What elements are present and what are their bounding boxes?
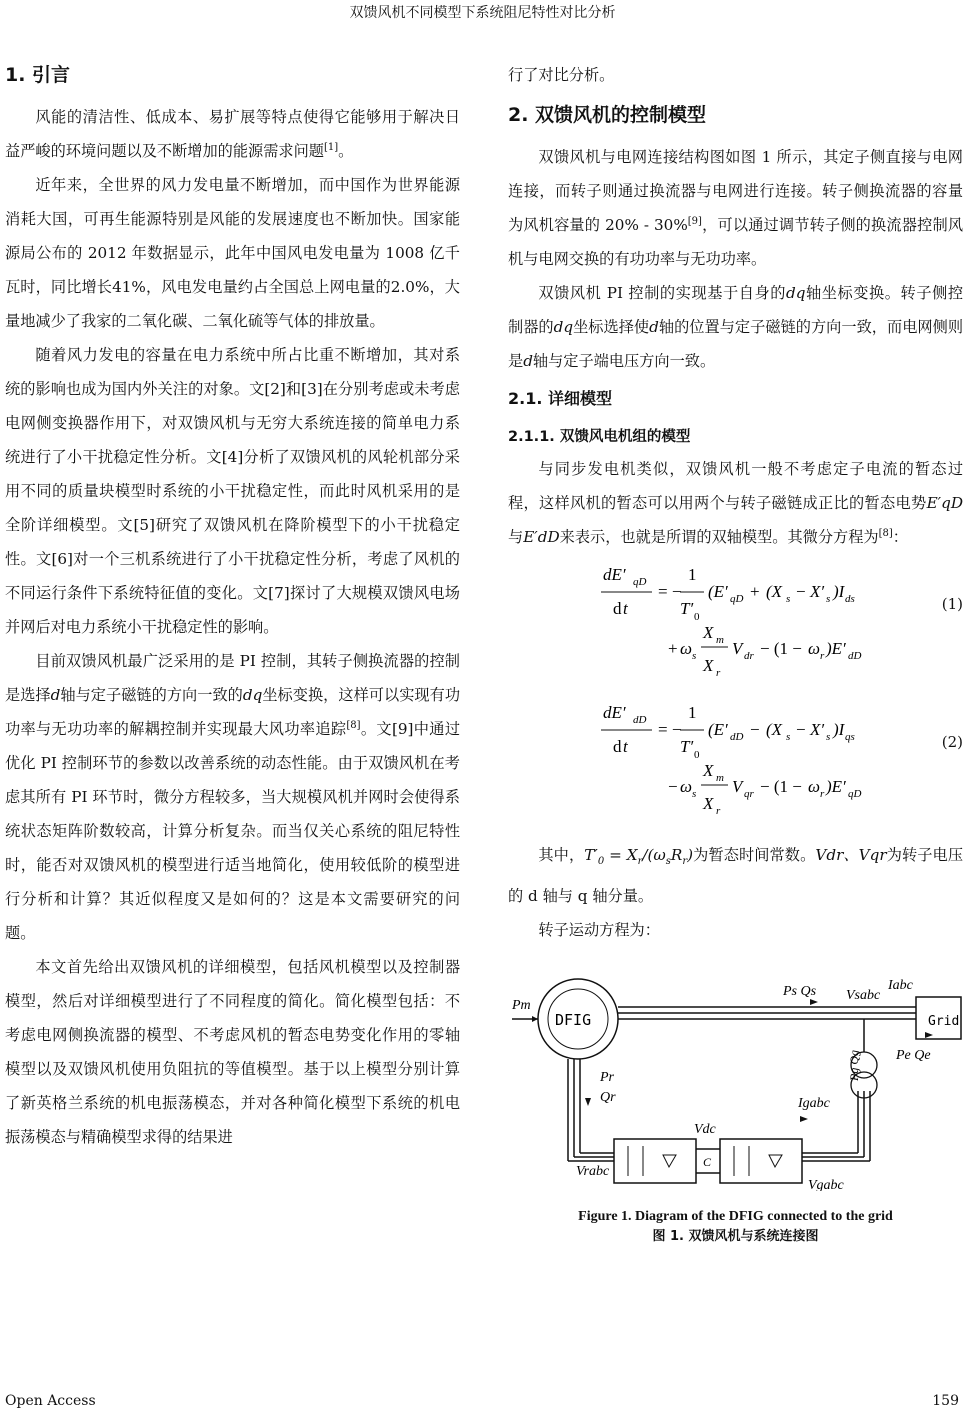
svg-text:s: s	[826, 593, 831, 605]
figure-caption-zh: 图 1. 双馈风机与系统连接图	[652, 1229, 819, 1245]
svg-text:0: 0	[694, 611, 700, 623]
left-column	[5, 58, 460, 1154]
svg-text:− (1 −: − (1 −	[760, 639, 802, 658]
paragraph-continued: 行了对比分析。	[508, 66, 615, 84]
paragraph: 其中，$T'_0 = X_r/(\omega_sR_r)$为暂态时间常数。Vdr、Vqr为转子电压的 d 轴与 q 轴分量。	[508, 846, 964, 906]
page-number: 159	[932, 1393, 959, 1409]
svg-text:)E′: )E′	[826, 777, 846, 796]
svg-text:= −: = −	[658, 720, 682, 739]
figure-1	[508, 961, 963, 1245]
svg-text:r: r	[716, 805, 721, 817]
svg-text:T′: T′	[680, 599, 694, 618]
svg-text:1: 1	[688, 565, 697, 584]
svg-text:dE′: dE′	[603, 703, 626, 722]
svg-text:qD: qD	[633, 576, 647, 588]
svg-text:s: s	[786, 731, 791, 743]
svg-text:qs: qs	[845, 731, 855, 743]
svg-text:ds: ds	[845, 593, 855, 605]
footer-open-access: Open Access	[5, 1393, 96, 1409]
paragraph: 双馈风机 PI 控制的实现基于自身的dq轴坐标变换。转子侧控制器的dq坐标选择使d轴的位置与定子磁链的方向一致，而电网侧则是d轴与定子端电压方向一致。	[508, 284, 964, 370]
svg-text:dD: dD	[633, 714, 647, 726]
svg-text:T′: T′	[680, 737, 694, 756]
svg-text:X: X	[703, 656, 714, 675]
grid-converter	[720, 1139, 802, 1183]
paragraph: 双馈风机与电网连接结构图如图 1 所示，其定子侧直接与电网连接，而转子则通过换流器与电网进行连接。转子侧换流器的容量为风机容量的 20% - 30%[9]，可以通过调节转子侧的换流器控制风机与电网交换的有功功率与无功功率。	[508, 148, 964, 268]
svg-text:r: r	[820, 788, 825, 800]
svg-text:)I: )I	[833, 582, 845, 601]
svg-text:−: −	[668, 777, 678, 796]
svg-text:+: +	[668, 639, 678, 658]
vgabc-label: Vgabc	[808, 1178, 844, 1192]
vdc-label: Vdc	[694, 1122, 716, 1138]
pr-label: Pr	[600, 1070, 614, 1086]
iabc-label: Iabc	[888, 978, 913, 994]
svg-text:ω: ω	[680, 639, 693, 658]
paragraph: 转子运动方程为：	[538, 921, 660, 940]
svg-text:dD: dD	[730, 731, 744, 743]
citation[interactable]: [1]	[323, 141, 339, 153]
paragraph: 与同步发电机类似，双馈风机一般不考虑定子电流的暂态过程，这样风机的暂态可以用两个与转子磁链成正比的暂态电势E′qD与E′dD来表示，也就是所谓的双轴模型。其微分方程为[8]：	[508, 460, 963, 546]
capacitor-label: C	[703, 1155, 712, 1170]
svg-text:ω: ω	[808, 777, 821, 796]
svg-text:m: m	[716, 772, 724, 784]
svg-text:−: −	[796, 582, 806, 601]
dfig-grid-diagram	[508, 961, 963, 1191]
pg-qg-label: Pg Qg	[847, 1050, 861, 1082]
pe-qe-label: Pe Qe	[896, 1048, 931, 1064]
running-header: 双馈风机不同模型下系统阻尼特性对比分析	[349, 5, 616, 21]
svg-text:d: d	[613, 599, 622, 618]
rotor-converter	[614, 1139, 696, 1183]
section-heading-control-model: 2. 双馈风机的控制模型	[508, 104, 707, 126]
svg-text:= −: = −	[658, 582, 682, 601]
paragraph: 目前双馈风机最广泛采用的是 PI 控制，其转子侧换流器的控制是选择d轴与定子磁链的方向一致的dq坐标变换，这样可以实现有功功率与无功功率的解耦控制并实现最大风功率追踪[8]。文[9]中通过优化 PI 控制环节的参数以改善系统的动态性能。由于双馈风机在考虑其所有 PI 环节时，微分方程较多，当大规模风机并网时会使得系统状态矩阵阶数较高，计算分析复杂。而当仅关心系统的阻尼特性时，能否对双馈风机的模型进行适当地简化，使用较低阶的模型进行分析和计算？其近似程度又是如何的？这是本文需要研究的问题。	[5, 652, 461, 942]
figure-caption-en: Figure 1. Diagram of the DFIG connected to the grid	[578, 1209, 893, 1225]
svg-text:dD: dD	[848, 650, 862, 662]
equation-2	[508, 696, 963, 838]
svg-text:V: V	[732, 639, 743, 658]
citation[interactable]: [8]	[346, 719, 361, 731]
svg-text:(E′: (E′	[708, 582, 728, 601]
paragraph: 随着风力发电的容量在电力系统中所占比重不断增加，其对系统的影响也成为国内外关注的对象。文[2]和[3]在分别考虑或未考虑电网侧变换器作用下，对双馈风机与无穷大系统连接的简单电力系统进行了小干扰稳定性分析。文[4]分析了双馈风机的风轮机部分采用不同的质量块模型时系统的小干扰稳定性，而此时风机采用的是全阶详细模型。文[5]研究了双馈风机在降阶模型下的小干扰稳定性。文[6]对一个三机系统进行了小干扰稳定性分析，考虑了风机的不同运行条件下系统特征值的变化。文[7]探讨了大规模双馈风电场并网后对电力系统小干扰稳定性的影响。	[5, 346, 460, 636]
svg-text:m: m	[716, 634, 724, 646]
right-column	[508, 58, 964, 1245]
svg-text:s: s	[692, 650, 697, 662]
equation-number: (2)	[941, 733, 963, 751]
equation-1	[508, 554, 963, 696]
paragraph: 风能的清洁性、低成本、易扩展等特点使得它能够用于解决日益严峻的环境问题以及不断增加的能源需求问题[1]。	[5, 108, 460, 160]
svg-text:X: X	[703, 623, 714, 642]
svg-text:r: r	[820, 650, 825, 662]
svg-text:− (1 −: − (1 −	[760, 777, 802, 796]
svg-text:0: 0	[694, 749, 700, 761]
svg-text:r: r	[716, 667, 721, 679]
pm-label: Pm	[512, 998, 531, 1014]
citation[interactable]: [8]	[878, 527, 893, 539]
time-constant-formula: $T'_0 = X_r/(\omega_sR_r)$	[584, 846, 694, 868]
svg-text:s: s	[692, 788, 697, 800]
svg-text:(X: (X	[766, 720, 783, 739]
svg-text:dE′: dE′	[603, 565, 626, 584]
svg-text:s: s	[826, 731, 831, 743]
paragraph: 本文首先给出双馈风机的详细模型，包括风机模型以及控制器模型，然后对详细模型进行了不同程度的简化。简化模型包括：不考虑电网侧换流器的模型、不考虑风机的暂态电势变化作用的零轴模型以及双馈风机使用负阻抗的等值模型。基于以上模型分别计算了新英格兰系统的机电振荡模态，并对各种简化模型下系统的机电振荡模态与精确模型求得的结果进	[5, 958, 460, 1146]
svg-text:X′: X′	[810, 582, 825, 601]
svg-text:V: V	[732, 777, 743, 796]
svg-text:qr: qr	[744, 788, 754, 800]
svg-text:)E′: )E′	[826, 639, 846, 658]
equation-2-math	[508, 696, 963, 838]
vrabc-label: Vrabc	[576, 1164, 610, 1180]
dfig-label: DFIG	[555, 1011, 592, 1030]
svg-text:−: −	[796, 720, 806, 739]
subsection-heading: 2.1. 详细模型	[508, 389, 612, 408]
svg-text:qD: qD	[730, 593, 744, 605]
grid-label: Grid	[928, 1014, 960, 1030]
equation-number: (1)	[941, 595, 963, 613]
svg-text:ω: ω	[680, 777, 693, 796]
vsabc-label: Vsabc	[846, 988, 881, 1004]
citation[interactable]: [9]	[687, 215, 702, 227]
svg-text:+: +	[750, 582, 760, 601]
svg-text:−: −	[750, 720, 760, 739]
svg-text:qD: qD	[848, 788, 862, 800]
svg-text:(E′: (E′	[708, 720, 728, 739]
qr-label: Qr	[600, 1090, 616, 1106]
svg-text:d: d	[613, 737, 622, 756]
svg-text:X: X	[703, 761, 714, 780]
svg-text:t: t	[623, 599, 628, 618]
svg-text:s: s	[786, 593, 791, 605]
igabc-label: Igabc	[798, 1096, 830, 1112]
equation-1-math	[508, 554, 963, 696]
svg-text:(X: (X	[766, 582, 783, 601]
svg-text:1: 1	[688, 703, 697, 722]
svg-text:)I: )I	[833, 720, 845, 739]
subsubsection-heading: 2.1.1. 双馈风电机组的模型	[508, 429, 691, 445]
svg-text:ω: ω	[808, 639, 821, 658]
section-heading-intro: 1. 引言	[5, 64, 71, 86]
paragraph: 近年来，全世界的风力发电量不断增加，而中国作为世界能源消耗大国，可再生能源特别是风能的发展速度也不断加快。国家能源局公布的 2012 年数据显示，此年中国风电发电量为 1008 亿千瓦时，同比增长41%，风电发电量约占全国总上网电量的2.0%，大量地减少了我家的二氧化碳、二氧化硫等气体的排放量。	[5, 176, 460, 330]
svg-text:X: X	[703, 794, 714, 813]
svg-text:X′: X′	[810, 720, 825, 739]
ps-qs-label: Ps Qs	[783, 984, 817, 1000]
svg-text:dr: dr	[744, 650, 754, 662]
svg-text:t: t	[623, 737, 628, 756]
